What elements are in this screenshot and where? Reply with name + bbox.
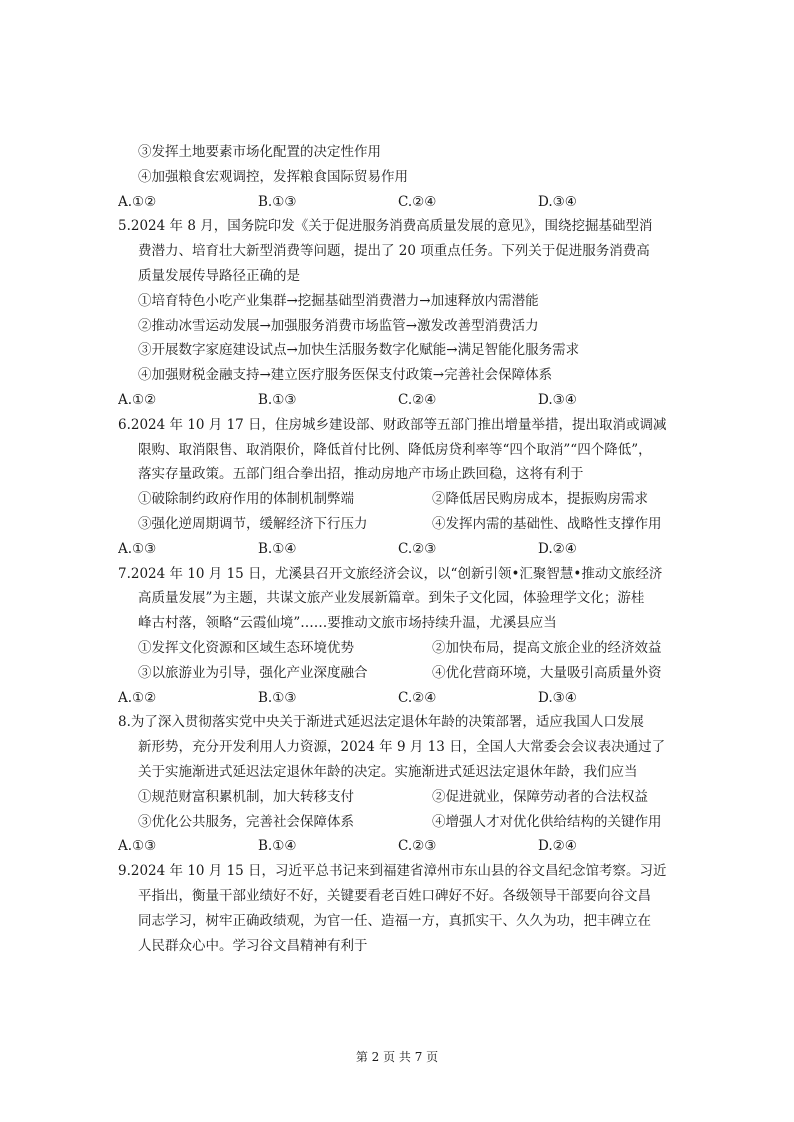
q5-option-b[interactable]: B.①③ bbox=[258, 391, 297, 408]
question-9 bbox=[118, 859, 678, 958]
q8-options bbox=[118, 834, 678, 859]
q5-stem-line: 质量发展传导路径正确的是 bbox=[138, 267, 300, 284]
q8-item-3: ③优化公共服务，完善社会保障体系 bbox=[138, 813, 354, 830]
q6-item-1: ①破除制约政府作用的体制机制弊端 bbox=[138, 491, 354, 508]
q8-option-c[interactable]: C.②③ bbox=[398, 838, 437, 855]
q9-stem-line: 同志学习，树牢正确政绩观，为官一任、造福一方，真抓实干、久久为功，把丰碑立在 bbox=[138, 912, 651, 929]
q8-items-row bbox=[118, 785, 678, 810]
q4-option-c[interactable]: C.②④ bbox=[398, 193, 437, 210]
q5-stem-line: 费潜力、培育壮大新型消费等问题，提出了 20 项重点任务。下列关于促进服务消费高 bbox=[138, 243, 650, 260]
q5-option-a[interactable]: A.①② bbox=[118, 391, 157, 408]
q7-item-3: ③以旅游业为引导，强化产业深度融合 bbox=[138, 664, 368, 681]
q7-stem-line: 峰古村落，领略“云霞仙境”……要推动文旅市场持续升温，尤溪县应当 bbox=[138, 615, 557, 632]
q4-options bbox=[118, 190, 678, 215]
q9-stem-line: 9.2024 年 10 月 15 日，习近平总书记来到福建省漳州市东山县的谷文昌纪念馆考察。习近 bbox=[118, 863, 667, 880]
q6-items-row bbox=[118, 512, 678, 537]
q6-items-row bbox=[118, 487, 678, 512]
q6-stem-line: 落实存量政策。五部门组合拳出招，推动房地产市场止跌回稳，这将有利于 bbox=[138, 466, 584, 483]
q9-stem-line: 平指出，衡量干部业绩好不好，关键要看老百姓口碑好不好。各级领导干部要向谷文昌 bbox=[138, 887, 651, 904]
page-footer: 第 2 页 共 7 页 bbox=[355, 1050, 439, 1064]
q4-item-4: ④加强粮食宏观调控，发挥粮食国际贸易作用 bbox=[138, 168, 408, 185]
q5-item-4: ④加强财税金融支持→建立医疗服务医保支付政策→完善社会保障体系 bbox=[138, 367, 553, 384]
q7-option-b[interactable]: B.①③ bbox=[258, 689, 297, 706]
q5-option-c[interactable]: C.②④ bbox=[398, 391, 437, 408]
q5-item-2: ②推动冰雪运动发展→加强服务消费市场监管→激发改善型消费活力 bbox=[138, 317, 539, 334]
q7-option-c[interactable]: C.②④ bbox=[398, 689, 437, 706]
q8-items-row bbox=[118, 810, 678, 835]
q6-item-4: ④发挥内需的基础性、战略性支撑作用 bbox=[432, 515, 662, 532]
q7-items-row bbox=[118, 661, 678, 686]
q7-items-row bbox=[118, 636, 678, 661]
q4-option-b[interactable]: B.①③ bbox=[258, 193, 297, 210]
q8-item-2: ②促进就业，保障劳动者的合法权益 bbox=[432, 788, 648, 805]
q6-stem-line: 限购、取消限售、取消限价，降低首付比例、降低房贷利率等“四个取消”“四个降低”， bbox=[138, 441, 652, 458]
q7-stem-line: 高质量发展”为主题，共谋文旅产业发展新篇章。到朱子文化园，体验理学文化；游桂 bbox=[138, 590, 645, 607]
q7-options bbox=[118, 686, 678, 711]
q7-stem-line: 7.2024 年 10 月 15 日，尤溪县召开文旅经济会议，以“创新引领•汇聚智慧•推动文旅经济 bbox=[118, 565, 663, 582]
q6-options bbox=[118, 537, 678, 562]
q6-option-b[interactable]: B.①④ bbox=[258, 540, 297, 557]
q9-stem-line: 人民群众心中。学习谷文昌精神有利于 bbox=[138, 937, 368, 954]
q5-item-3: ③开展数字家庭建设试点→加快生活服务数字化赋能→满足智能化服务需求 bbox=[138, 342, 580, 359]
q4-item-3: ③发挥土地要素市场化配置的决定性作用 bbox=[138, 144, 381, 160]
q8-option-a[interactable]: A.①③ bbox=[118, 838, 157, 855]
question-5 bbox=[118, 214, 678, 412]
q8-option-d[interactable]: D.②④ bbox=[538, 838, 577, 855]
q7-option-a[interactable]: A.①② bbox=[118, 689, 157, 706]
q6-option-a[interactable]: A.①③ bbox=[118, 540, 157, 557]
question-8 bbox=[118, 710, 678, 859]
q7-item-4: ④优化营商环境，大量吸引高质量外资 bbox=[432, 664, 662, 681]
q6-option-d[interactable]: D.②④ bbox=[538, 540, 577, 557]
q5-item-1: ①培育特色小吃产业集群→挖掘基础型消费潜力→加速释放内需潜能 bbox=[138, 292, 539, 309]
q6-option-c[interactable]: C.②③ bbox=[398, 540, 437, 557]
q7-option-d[interactable]: D.③④ bbox=[538, 689, 577, 706]
q8-item-4: ④增强人才对优化供给结构的关键作用 bbox=[432, 813, 662, 830]
q4-option-a[interactable]: A.①② bbox=[118, 193, 157, 210]
page-content bbox=[118, 140, 678, 958]
q7-item-2: ②加快布局，提高文旅企业的经济效益 bbox=[432, 639, 662, 656]
q5-option-d[interactable]: D.③④ bbox=[538, 391, 577, 408]
q6-stem-line: 6.2024 年 10 月 17 日，住房城乡建设部、财政部等五部门推出增量举措，提出取消或调减 bbox=[118, 416, 667, 433]
q6-item-2: ②降低居民购房成本，提振购房需求 bbox=[432, 491, 648, 508]
q5-options bbox=[118, 388, 678, 413]
q5-stem-line: 5.2024 年 8 月，国务院印发《关于促进服务消费高质量发展的意见》，围绕挖掘基础型消 bbox=[118, 218, 653, 235]
question-4-tail bbox=[118, 140, 678, 214]
question-7 bbox=[118, 562, 678, 711]
q8-stem-line: 8.为了深入贯彻落实党中央关于渐进式延迟法定退休年龄的决策部署，适应我国人口发展 bbox=[118, 714, 644, 731]
q8-stem-line: 关于实施渐进式延迟法定退休年龄的决定。实施渐进式延迟法定退休年龄，我们应当 bbox=[138, 763, 638, 780]
question-6 bbox=[118, 413, 678, 562]
q4-option-d[interactable]: D.③④ bbox=[538, 193, 577, 210]
q8-option-b[interactable]: B.①④ bbox=[258, 838, 297, 855]
q8-stem-line: 新形势，充分开发利用人力资源，2024 年 9 月 13 日，全国人大常委会会议表决通过了 bbox=[138, 739, 666, 756]
q6-item-3: ③强化逆周期调节，缓解经济下行压力 bbox=[138, 515, 368, 532]
q8-item-1: ①规范财富积累机制，加大转移支付 bbox=[138, 788, 354, 805]
q7-item-1: ①发挥文化资源和区域生态环境优势 bbox=[138, 639, 354, 656]
